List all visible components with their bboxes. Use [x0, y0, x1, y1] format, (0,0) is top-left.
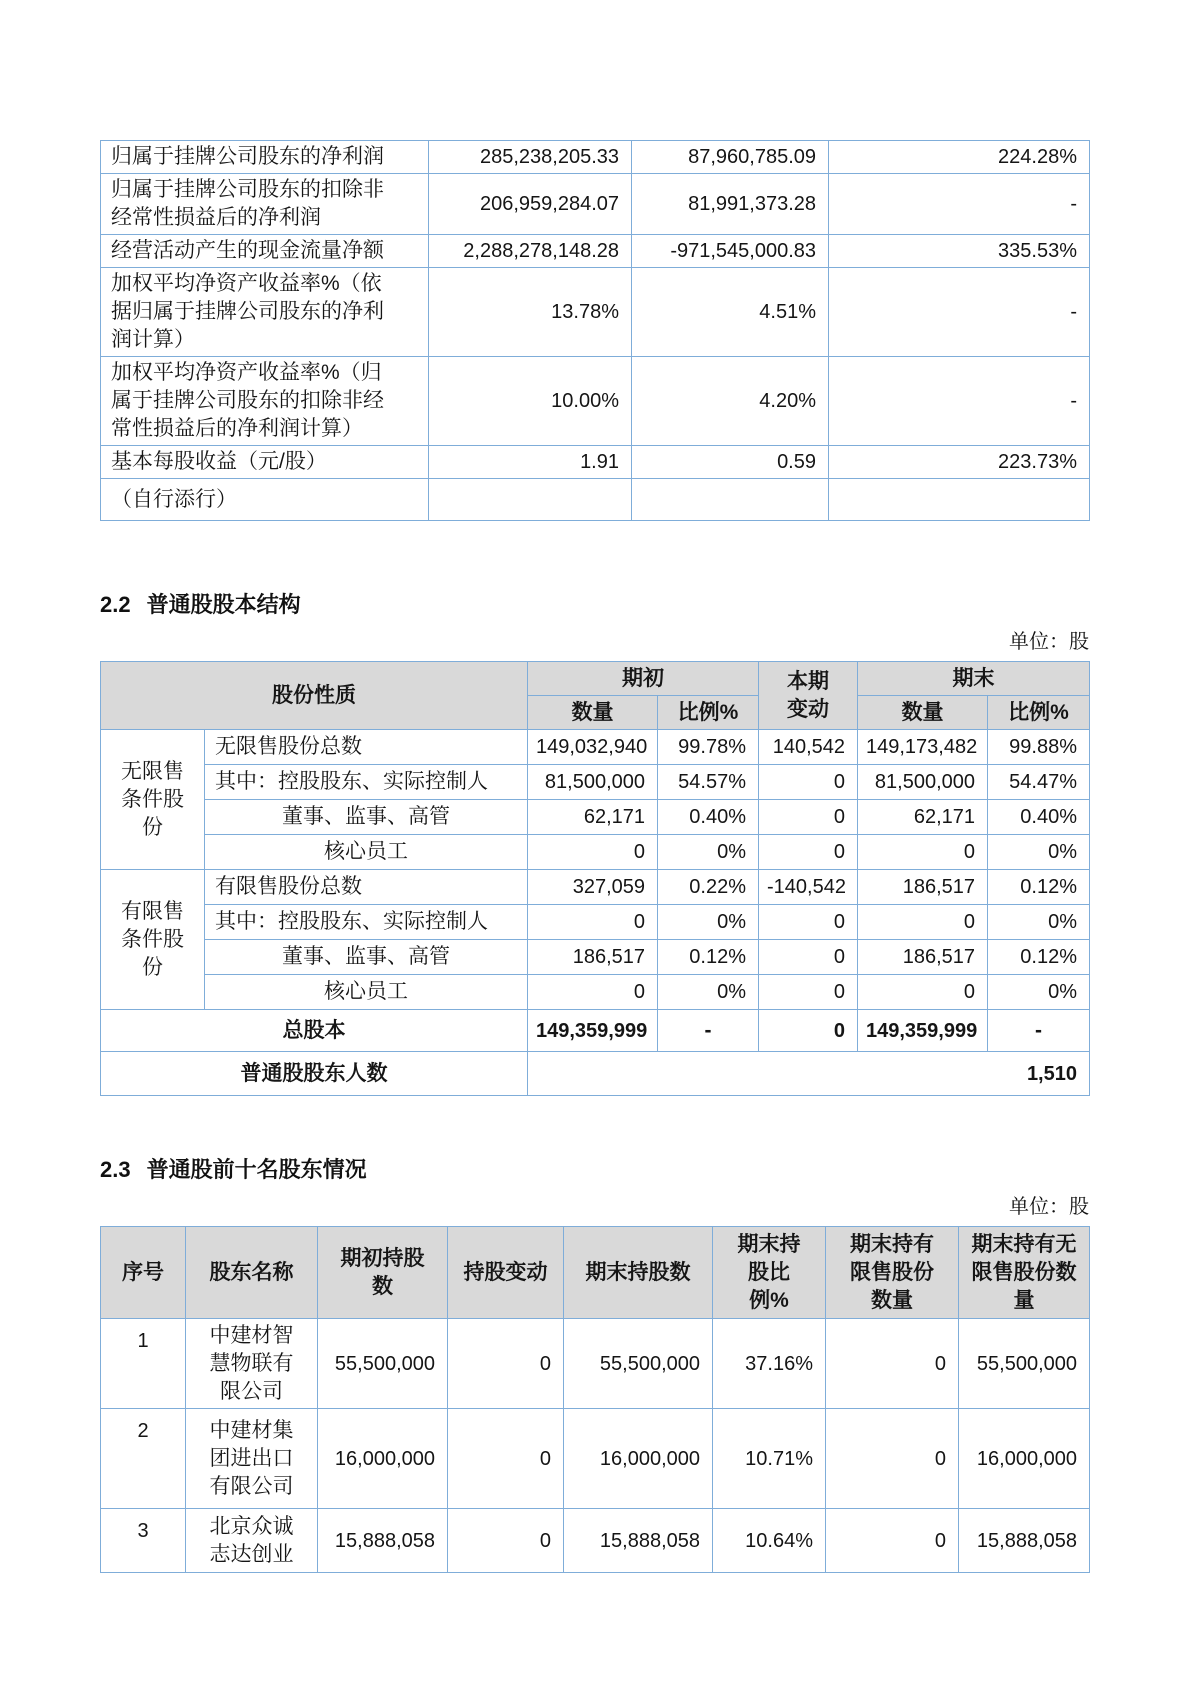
table-row — [101, 446, 1090, 479]
header-end-shares: 期末持股数 — [564, 1227, 713, 1319]
prior-period-value — [632, 479, 829, 521]
end-restricted: 0 — [826, 1409, 959, 1509]
end-unrestricted: 16,000,000 — [959, 1409, 1090, 1509]
begin-qty: 0 — [528, 975, 658, 1010]
end-ratio: 10.64% — [713, 1509, 826, 1573]
section-2-2-heading — [100, 591, 1089, 619]
header-share-nature: 股份性质 — [101, 662, 528, 730]
end-qty: 81,500,000 — [858, 765, 988, 800]
seq-number: 3 — [101, 1509, 186, 1573]
header-end-ratio: 期末持股比例% — [713, 1227, 826, 1319]
table-row — [101, 940, 1090, 975]
seq-number: 1 — [101, 1319, 186, 1409]
header-period-change-text: 本期变动 — [787, 669, 829, 721]
begin-ratio: 0.12% — [658, 940, 759, 975]
begin-qty: 81,500,000 — [528, 765, 658, 800]
prior-period-value: 0.59 — [632, 446, 829, 479]
header-shares-change: 持股变动 — [448, 1227, 564, 1319]
row-label: 其中：控股股东、实际控制人 — [205, 905, 528, 940]
end-qty: 62,171 — [858, 800, 988, 835]
end-shares: 15,888,058 — [564, 1509, 713, 1573]
end-qty: 0 — [858, 905, 988, 940]
end-ratio: 0% — [988, 975, 1090, 1010]
table-row — [101, 174, 1090, 235]
begin-shares: 16,000,000 — [318, 1409, 448, 1509]
begin-ratio: 99.78% — [658, 730, 759, 765]
begin-qty: 0 — [528, 835, 658, 870]
section-title: 普通股前十名股东情况 — [146, 1157, 367, 1182]
row-label: 核心员工 — [205, 975, 528, 1010]
end-ratio: 0% — [988, 835, 1090, 870]
prior-period-value: 4.51% — [632, 268, 829, 357]
end-qty: 149,173,482 — [858, 730, 988, 765]
change-ratio-value: - — [829, 174, 1090, 235]
shares-change: 0 — [448, 1509, 564, 1573]
table-row — [101, 730, 1090, 765]
table-row — [101, 357, 1090, 446]
table-row — [101, 235, 1090, 268]
end-restricted: 0 — [826, 1509, 959, 1573]
period-change: 0 — [759, 940, 858, 975]
table-row — [101, 870, 1090, 905]
change-ratio-value: - — [829, 268, 1090, 357]
group-label-restricted: 有限售条件股份 — [101, 870, 205, 1010]
end-ratio: 0% — [988, 905, 1090, 940]
header-period-change — [759, 662, 858, 730]
shareholder-name: 中建材智慧物联有限公司 — [186, 1319, 318, 1409]
end-ratio: 0.40% — [988, 800, 1090, 835]
header-begin-shares: 期初持股数 — [318, 1227, 448, 1319]
row-label: 归属于挂牌公司股东的净利润 — [101, 141, 429, 174]
shares-change: 0 — [448, 1319, 564, 1409]
end-unrestricted: 55,500,000 — [959, 1319, 1090, 1409]
change-ratio-value — [829, 479, 1090, 521]
row-label: 董事、监事、高管 — [205, 800, 528, 835]
table-row — [101, 268, 1090, 357]
header-end-ratio: 比例% — [988, 696, 1090, 730]
shareholder-name: 北京众诚志达创业 — [186, 1509, 318, 1573]
end-ratio: 54.47% — [988, 765, 1090, 800]
period-change: 0 — [759, 905, 858, 940]
total-capital-label: 总股本 — [101, 1010, 528, 1052]
begin-ratio: 0% — [658, 905, 759, 940]
period-change: 140,542 — [759, 730, 858, 765]
begin-qty: 149,032,940 — [528, 730, 658, 765]
end-ratio: 0.12% — [988, 870, 1090, 905]
header-end-restricted: 期末持有限售股份数量 — [826, 1227, 959, 1319]
end-shares: 55,500,000 — [564, 1319, 713, 1409]
row-label: 加权平均净资产收益率%（归属于挂牌公司股东的扣除非经常性损益后的净利润计算） — [101, 357, 429, 446]
holders-count-value: 1,510 — [528, 1052, 1090, 1096]
begin-ratio: - — [658, 1010, 759, 1052]
row-label: 基本每股收益（元/股） — [101, 446, 429, 479]
period-change: 0 — [759, 835, 858, 870]
begin-qty: 0 — [528, 905, 658, 940]
end-qty: 186,517 — [858, 940, 988, 975]
period-change: 0 — [759, 800, 858, 835]
table-row — [101, 1509, 1090, 1573]
table-row — [101, 975, 1090, 1010]
section-title: 普通股股本结构 — [146, 592, 301, 617]
end-unrestricted: 15,888,058 — [959, 1509, 1090, 1573]
period-change: 0 — [759, 975, 858, 1010]
table-row — [101, 1319, 1090, 1409]
table-row — [101, 765, 1090, 800]
begin-shares: 55,500,000 — [318, 1319, 448, 1409]
current-period-value: 285,238,205.33 — [429, 141, 632, 174]
header-begin-ratio: 比例% — [658, 696, 759, 730]
row-label: 董事、监事、高管 — [205, 940, 528, 975]
begin-ratio: 0% — [658, 975, 759, 1010]
group-label-unrestricted: 无限售条件股份 — [101, 730, 205, 870]
share-structure-table — [100, 661, 1090, 1096]
table-header-row — [101, 1227, 1090, 1319]
prior-period-value: 81,991,373.28 — [632, 174, 829, 235]
header-begin-qty: 数量 — [528, 696, 658, 730]
seq-number: 2 — [101, 1409, 186, 1509]
financial-summary-table — [100, 140, 1090, 521]
row-label: 加权平均净资产收益率%（依据归属于挂牌公司股东的净利润计算） — [101, 268, 429, 357]
table-row — [101, 800, 1090, 835]
end-qty: 0 — [858, 835, 988, 870]
unit-label: 单位：股 — [1009, 631, 1089, 653]
current-period-value: 206,959,284.07 — [429, 174, 632, 235]
current-period-value: 10.00% — [429, 357, 632, 446]
end-ratio: 99.88% — [988, 730, 1090, 765]
change-ratio-value: 335.53% — [829, 235, 1090, 268]
end-ratio: 10.71% — [713, 1409, 826, 1509]
table-row — [101, 905, 1090, 940]
header-period-begin: 期初 — [528, 662, 759, 696]
end-restricted: 0 — [826, 1319, 959, 1409]
top-margin — [100, 0, 1089, 140]
current-period-value — [429, 479, 632, 521]
begin-ratio: 0.40% — [658, 800, 759, 835]
end-ratio: - — [988, 1010, 1090, 1052]
current-period-value: 13.78% — [429, 268, 632, 357]
table-row — [101, 141, 1090, 174]
section-number: 2.3 — [100, 1157, 131, 1182]
begin-qty: 62,171 — [528, 800, 658, 835]
section-2-3-heading — [100, 1156, 1089, 1184]
begin-qty: 186,517 — [528, 940, 658, 975]
row-label: 其中：控股股东、实际控制人 — [205, 765, 528, 800]
row-label: 无限售股份总数 — [205, 730, 528, 765]
section-gap — [100, 521, 1089, 591]
current-period-value: 2,288,278,148.28 — [429, 235, 632, 268]
begin-ratio: 54.57% — [658, 765, 759, 800]
holders-count-row — [101, 1052, 1090, 1096]
table-row — [101, 1409, 1090, 1509]
table-header-row — [101, 662, 1090, 696]
table-row — [101, 479, 1090, 521]
begin-ratio: 0.22% — [658, 870, 759, 905]
row-label: 核心员工 — [205, 835, 528, 870]
shareholder-name: 中建材集团进出口有限公司 — [186, 1409, 318, 1509]
row-label: 有限售股份总数 — [205, 870, 528, 905]
top-shareholders-table — [100, 1226, 1090, 1573]
prior-period-value: -971,545,000.83 — [632, 235, 829, 268]
prior-period-value: 87,960,785.09 — [632, 141, 829, 174]
begin-qty: 327,059 — [528, 870, 658, 905]
period-change: 0 — [759, 765, 858, 800]
end-qty: 186,517 — [858, 870, 988, 905]
end-qty: 149,359,999 — [858, 1010, 988, 1052]
prior-period-value: 4.20% — [632, 357, 829, 446]
header-shareholder-name: 股东名称 — [186, 1227, 318, 1319]
header-end-qty: 数量 — [858, 696, 988, 730]
header-seq: 序号 — [101, 1227, 186, 1319]
current-period-value: 1.91 — [429, 446, 632, 479]
total-capital-row — [101, 1010, 1090, 1052]
holders-count-label: 普通股股东人数 — [101, 1052, 528, 1096]
unit-label: 单位：股 — [1009, 1196, 1089, 1218]
end-qty: 0 — [858, 975, 988, 1010]
page-content — [100, 0, 1089, 1573]
end-shares: 16,000,000 — [564, 1409, 713, 1509]
change-ratio-value: 223.73% — [829, 446, 1090, 479]
change-ratio-value: 224.28% — [829, 141, 1090, 174]
row-label: （自行添行） — [101, 479, 429, 521]
header-end-unrestricted: 期末持有无限售股份数量 — [959, 1227, 1090, 1319]
row-label: 归属于挂牌公司股东的扣除非经常性损益后的净利润 — [101, 174, 429, 235]
change-ratio-value: - — [829, 357, 1090, 446]
begin-qty: 149,359,999 — [528, 1010, 658, 1052]
shares-change: 0 — [448, 1409, 564, 1509]
begin-shares: 15,888,058 — [318, 1509, 448, 1573]
header-period-end: 期末 — [858, 662, 1090, 696]
period-change: 0 — [759, 1010, 858, 1052]
period-change: -140,542 — [759, 870, 858, 905]
end-ratio: 0.12% — [988, 940, 1090, 975]
end-ratio: 37.16% — [713, 1319, 826, 1409]
table-row — [101, 835, 1090, 870]
begin-ratio: 0% — [658, 835, 759, 870]
section-number: 2.2 — [100, 592, 131, 617]
section-gap — [100, 1096, 1089, 1156]
row-label: 经营活动产生的现金流量净额 — [101, 235, 429, 268]
